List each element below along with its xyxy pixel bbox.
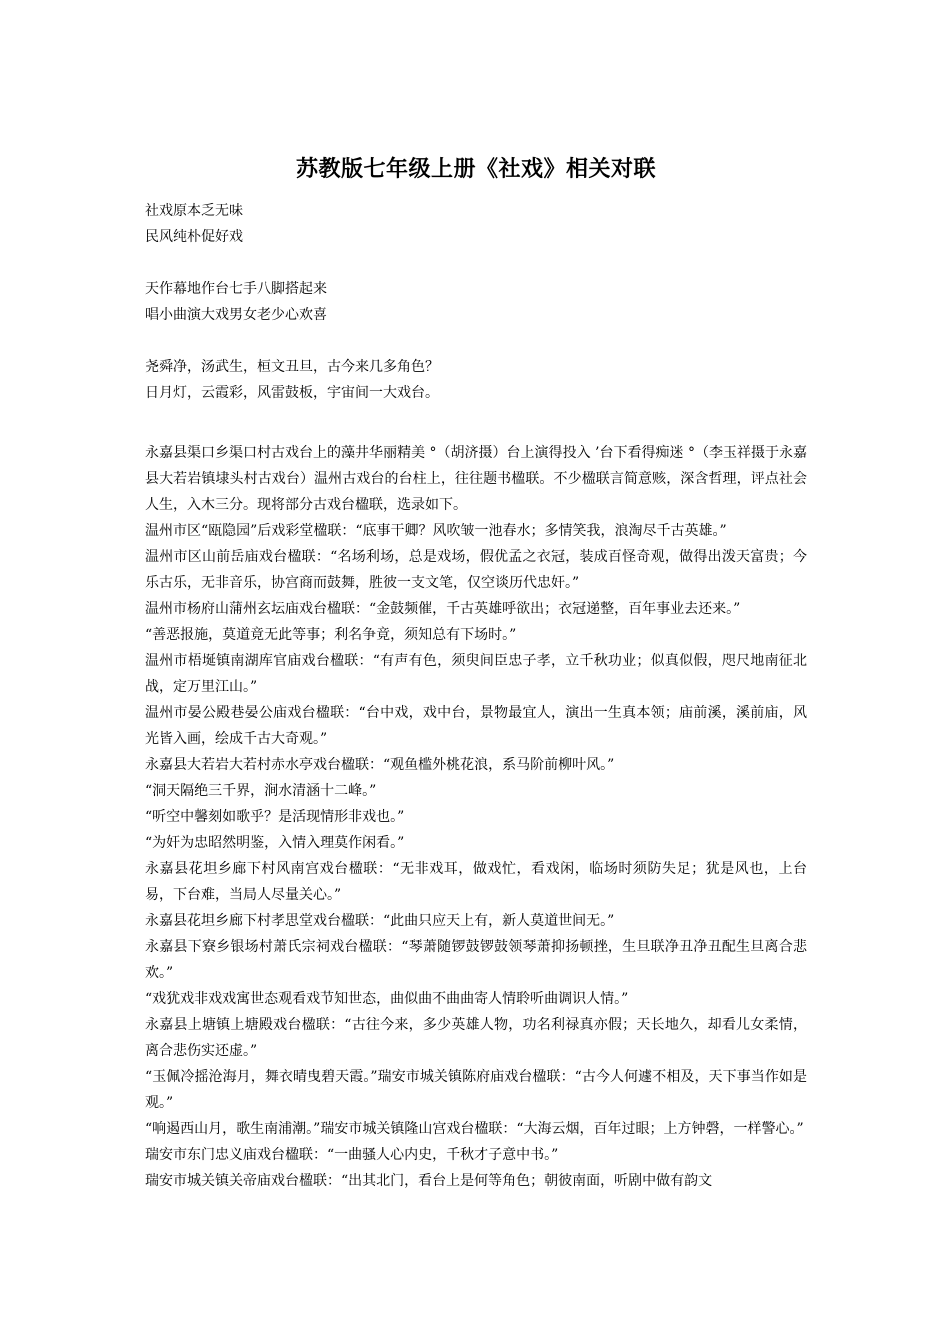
blank-line <box>145 328 807 354</box>
paragraph: 永嘉县花坦乡廊下村风南宫戏台楹联：“无非戏耳，做戏忙，看戏闲，临场时须防失足；犹是风也，上台易，下台难，当局人尽量关心。” <box>145 861 807 903</box>
blank-line <box>145 432 807 440</box>
paragraph: “听空中馨刻如歌乎？是活现情形非戏也。” <box>145 809 405 825</box>
paragraph: 永嘉县下寮乡银场村萧氏宗祠戏台楹联：“琴萧随锣鼓锣鼓领琴萧抑扬顿挫，生旦联净丑净丑配生旦离合悲欢。” <box>145 939 807 981</box>
paragraph: 温州市杨府山蒲州玄坛庙戏台楹联：“金鼓频催，千古英雄呼欲出；衣冠递整，百年事业去还来。” <box>145 601 741 617</box>
paragraph: 瑞安市城关镇关帝庙戏台楹联：“出其北门，看台上是何等角色；朝彼南面，听剧中做有韵文 <box>145 1173 713 1189</box>
couplet-line: 天作幕地作台七手八脚搭起来 <box>145 281 327 297</box>
couplet-line: 唱小曲演大戏男女老少心欢喜 <box>145 307 327 323</box>
paragraph: “洞天隔绝三千界，涧水清涵十二峰。” <box>145 783 377 799</box>
blank-line <box>145 406 807 432</box>
couplet-line: 社戏原本乏无味 <box>145 203 243 219</box>
couplet-line: 日月灯，云霞彩，风雷鼓板，宇宙间一大戏台。 <box>145 385 439 401</box>
paragraph: 温州市区“瓯隐园”后戏彩堂楹联：“底事干卿？风吹皱一池春水；多情笑我，浪淘尽千古英雄。” <box>145 523 727 539</box>
couplet-line: 民风纯朴促好戏 <box>145 229 243 245</box>
couplet-3 <box>145 354 807 406</box>
paragraph: 瑞安市东门忠义庙戏台楹联：“一曲骚人心内史，千秋才子意中书。” <box>145 1147 559 1163</box>
blank-line <box>145 250 807 276</box>
paragraph: 永嘉县花坦乡廊下村孝思堂戏台楹联：“此曲只应天上有，新人莫道世间无。” <box>145 913 615 929</box>
paragraph: “玉佩冷摇沧海月，舞衣晴曳碧天霞。”瑞安市城关镇陈府庙戏台楹联：“古今人何遽不相及，天下事当作如是观。” <box>145 1069 807 1111</box>
couplet-2 <box>145 276 807 328</box>
paragraph: 温州市区山前岳庙戏台楹联：“名场利场，总是戏场，假优孟之衣冠，装成百怪奇观，做得出泼天富贵；今乐古乐，无非音乐，协宫商而鼓舞，胜彼一支文笔，仅空谈历代忠奸。” <box>145 549 807 591</box>
paragraph: 温州市梧埏镇南湖库官庙戏台楹联：“有声有色，须臾间臣忠子孝，立千秋功业；似真似假，咫尺地南征北战，定万里江山。” <box>145 653 807 695</box>
body-text <box>145 440 807 1194</box>
couplet-line: 尧舜净，汤武生，桓文丑旦，古今来几多角色？ <box>145 359 439 375</box>
document-page <box>145 150 807 1194</box>
paragraph: 温州市晏公殿巷晏公庙戏台楹联：“台中戏，戏中台，景物最宜人，演出一生真本领；庙前溪，溪前庙，风光皆入画，绘成千古大奇观。” <box>145 705 807 747</box>
paragraph: 永嘉县上塘镇上塘殿戏台楹联：“古往今来，多少英雄人物，功名利禄真亦假；天长地久，却看儿女柔情，离合悲伤实还虚。” <box>145 1017 807 1059</box>
paragraph: 永嘉县大若岩大若村赤水亭戏台楹联：“观鱼槛外桃花浪，系马阶前柳叶风。” <box>145 757 615 773</box>
couplet-1 <box>145 198 807 250</box>
paragraph: “为奸为忠昭然明鉴，入情入理莫作闲看。” <box>145 835 405 851</box>
paragraph: “善恶报施，莫道竟无此等事；利名争竟，须知总有下场时。” <box>145 627 517 643</box>
paragraph: 永嘉县渠口乡渠口村古戏台上的藻井华丽精美 °（胡济摄）台上演得投入 ’台下看得痴迷 °（李玉祥摄于永嘉县大若岩镇埭头村古戏台）温州古戏台的台柱上，往往题书楹联。不少楹联言简意赅，深含哲理，评点社会人生，入木三分。现将部分古戏台楹联，选录如下。 <box>145 445 807 513</box>
page-title: 苏教版七年级上册《社戏》相关对联 <box>295 157 656 182</box>
paragraph: “响遏西山月，歌生南浦潮。”瑞安市城关镇隆山宫戏台楹联：“大海云烟，百年过眼；上方钟磬，一样警心。” <box>145 1121 804 1137</box>
paragraph: “戏犹戏非戏戏寓世态观看戏节知世态，曲似曲不曲曲寄人情聆听曲调识人情。” <box>145 991 629 1007</box>
